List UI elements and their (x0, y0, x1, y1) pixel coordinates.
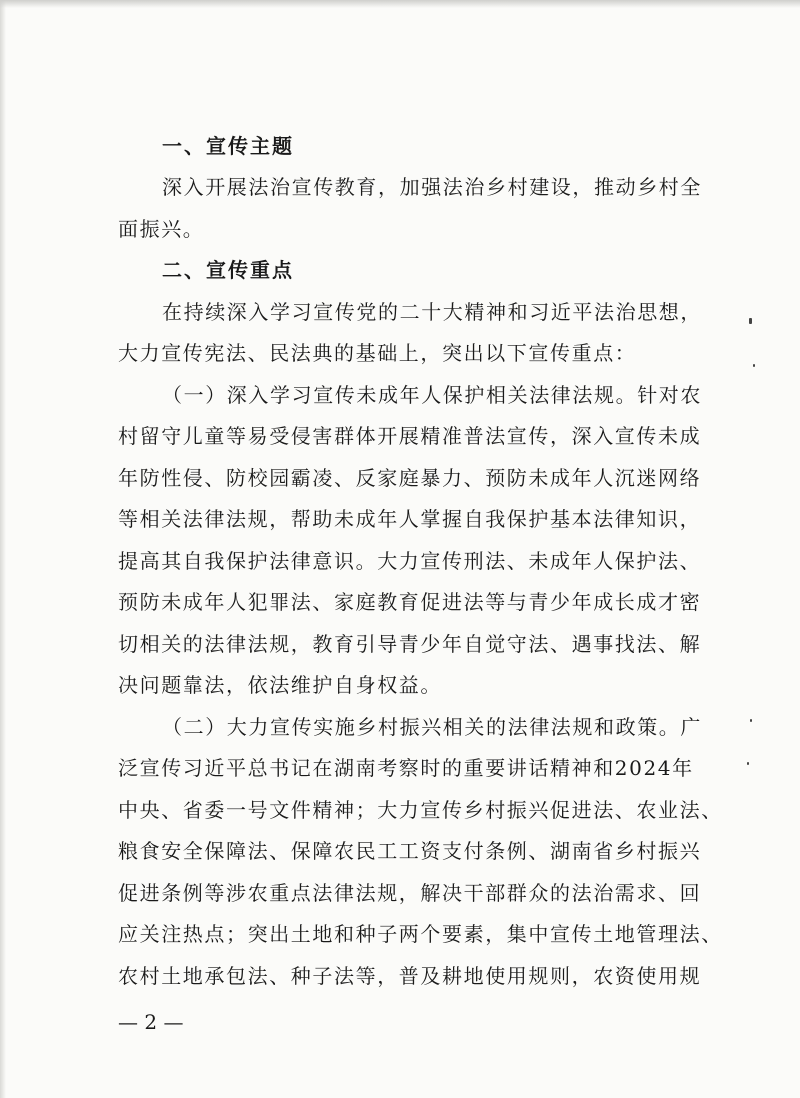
paragraph-line: 在持续深入学习宣传党的二十大精神和习近平法治思想， (162, 300, 702, 324)
section-heading-1: 一、宣传主题 (162, 134, 294, 158)
paragraph-line: 等相关法律法规，帮助未成年人掌握自我保护基本法律知识， (118, 507, 702, 531)
paragraph-line: 决问题靠法，依法维护自身权益。 (118, 673, 442, 697)
section-heading-2: 二、宣传重点 (162, 258, 294, 282)
scan-speck (750, 719, 752, 722)
paragraph-line: 预防未成年人犯罪法、家庭教育促进法等与青少年成长成才密 (118, 590, 702, 614)
paragraph-line: 村留守儿童等易受侵害群体开展精准普法宣传，深入宣传未成 (118, 424, 702, 448)
scan-speck (749, 318, 752, 324)
paragraph-line: （一）深入学习宣传未成年人保护相关法律法规。针对农 (162, 383, 702, 407)
paragraph-line: 提高其自我保护法律意识。大力宣传刑法、未成年人保护法、 (118, 549, 702, 573)
scan-speck (747, 762, 749, 765)
paragraph-line: 大力宣传宪法、民法典的基础上，突出以下宣传重点： (118, 341, 637, 365)
scan-speck (753, 364, 755, 367)
paragraph-line: 深入开展法治宣传教育，加强法治乡村建设，推动乡村全 (162, 175, 702, 199)
paragraph-line: 促进条例等涉农重点法律法规，解决干部群众的法治需求、回 (118, 881, 702, 905)
paragraph-line: 面振兴。 (118, 217, 205, 241)
scan-shadow-left (0, 0, 6, 1098)
paragraph-line: 农村土地承包法、种子法等，普及耕地使用规则，农资使用规 (118, 964, 702, 988)
paragraph-line: 年防性侵、防校园霸凌、反家庭暴力、预防未成年人沉迷网络 (118, 466, 702, 490)
paragraph-line: 切相关的法律法规，教育引导青少年自觉守法、遇事找法、解 (118, 632, 702, 656)
paragraph-line: 应关注热点；突出土地和种子两个要素，集中宣传土地管理法、 (118, 922, 723, 946)
paragraph-line: 中央、省委一号文件精神；大力宣传乡村振兴促进法、农业法、 (118, 798, 723, 822)
scan-shadow-top (0, 0, 800, 8)
paragraph-line: 泛宣传习近平总书记在湖南考察时的重要讲话精神和2024年 (118, 756, 694, 780)
page-number: — 2 — (118, 1010, 184, 1034)
paragraph-line: 粮食安全保障法、保障农民工工资支付条例、湖南省乡村振兴 (118, 839, 702, 863)
paragraph-line: （二）大力宣传实施乡村振兴相关的法律法规和政策。广 (162, 715, 702, 739)
